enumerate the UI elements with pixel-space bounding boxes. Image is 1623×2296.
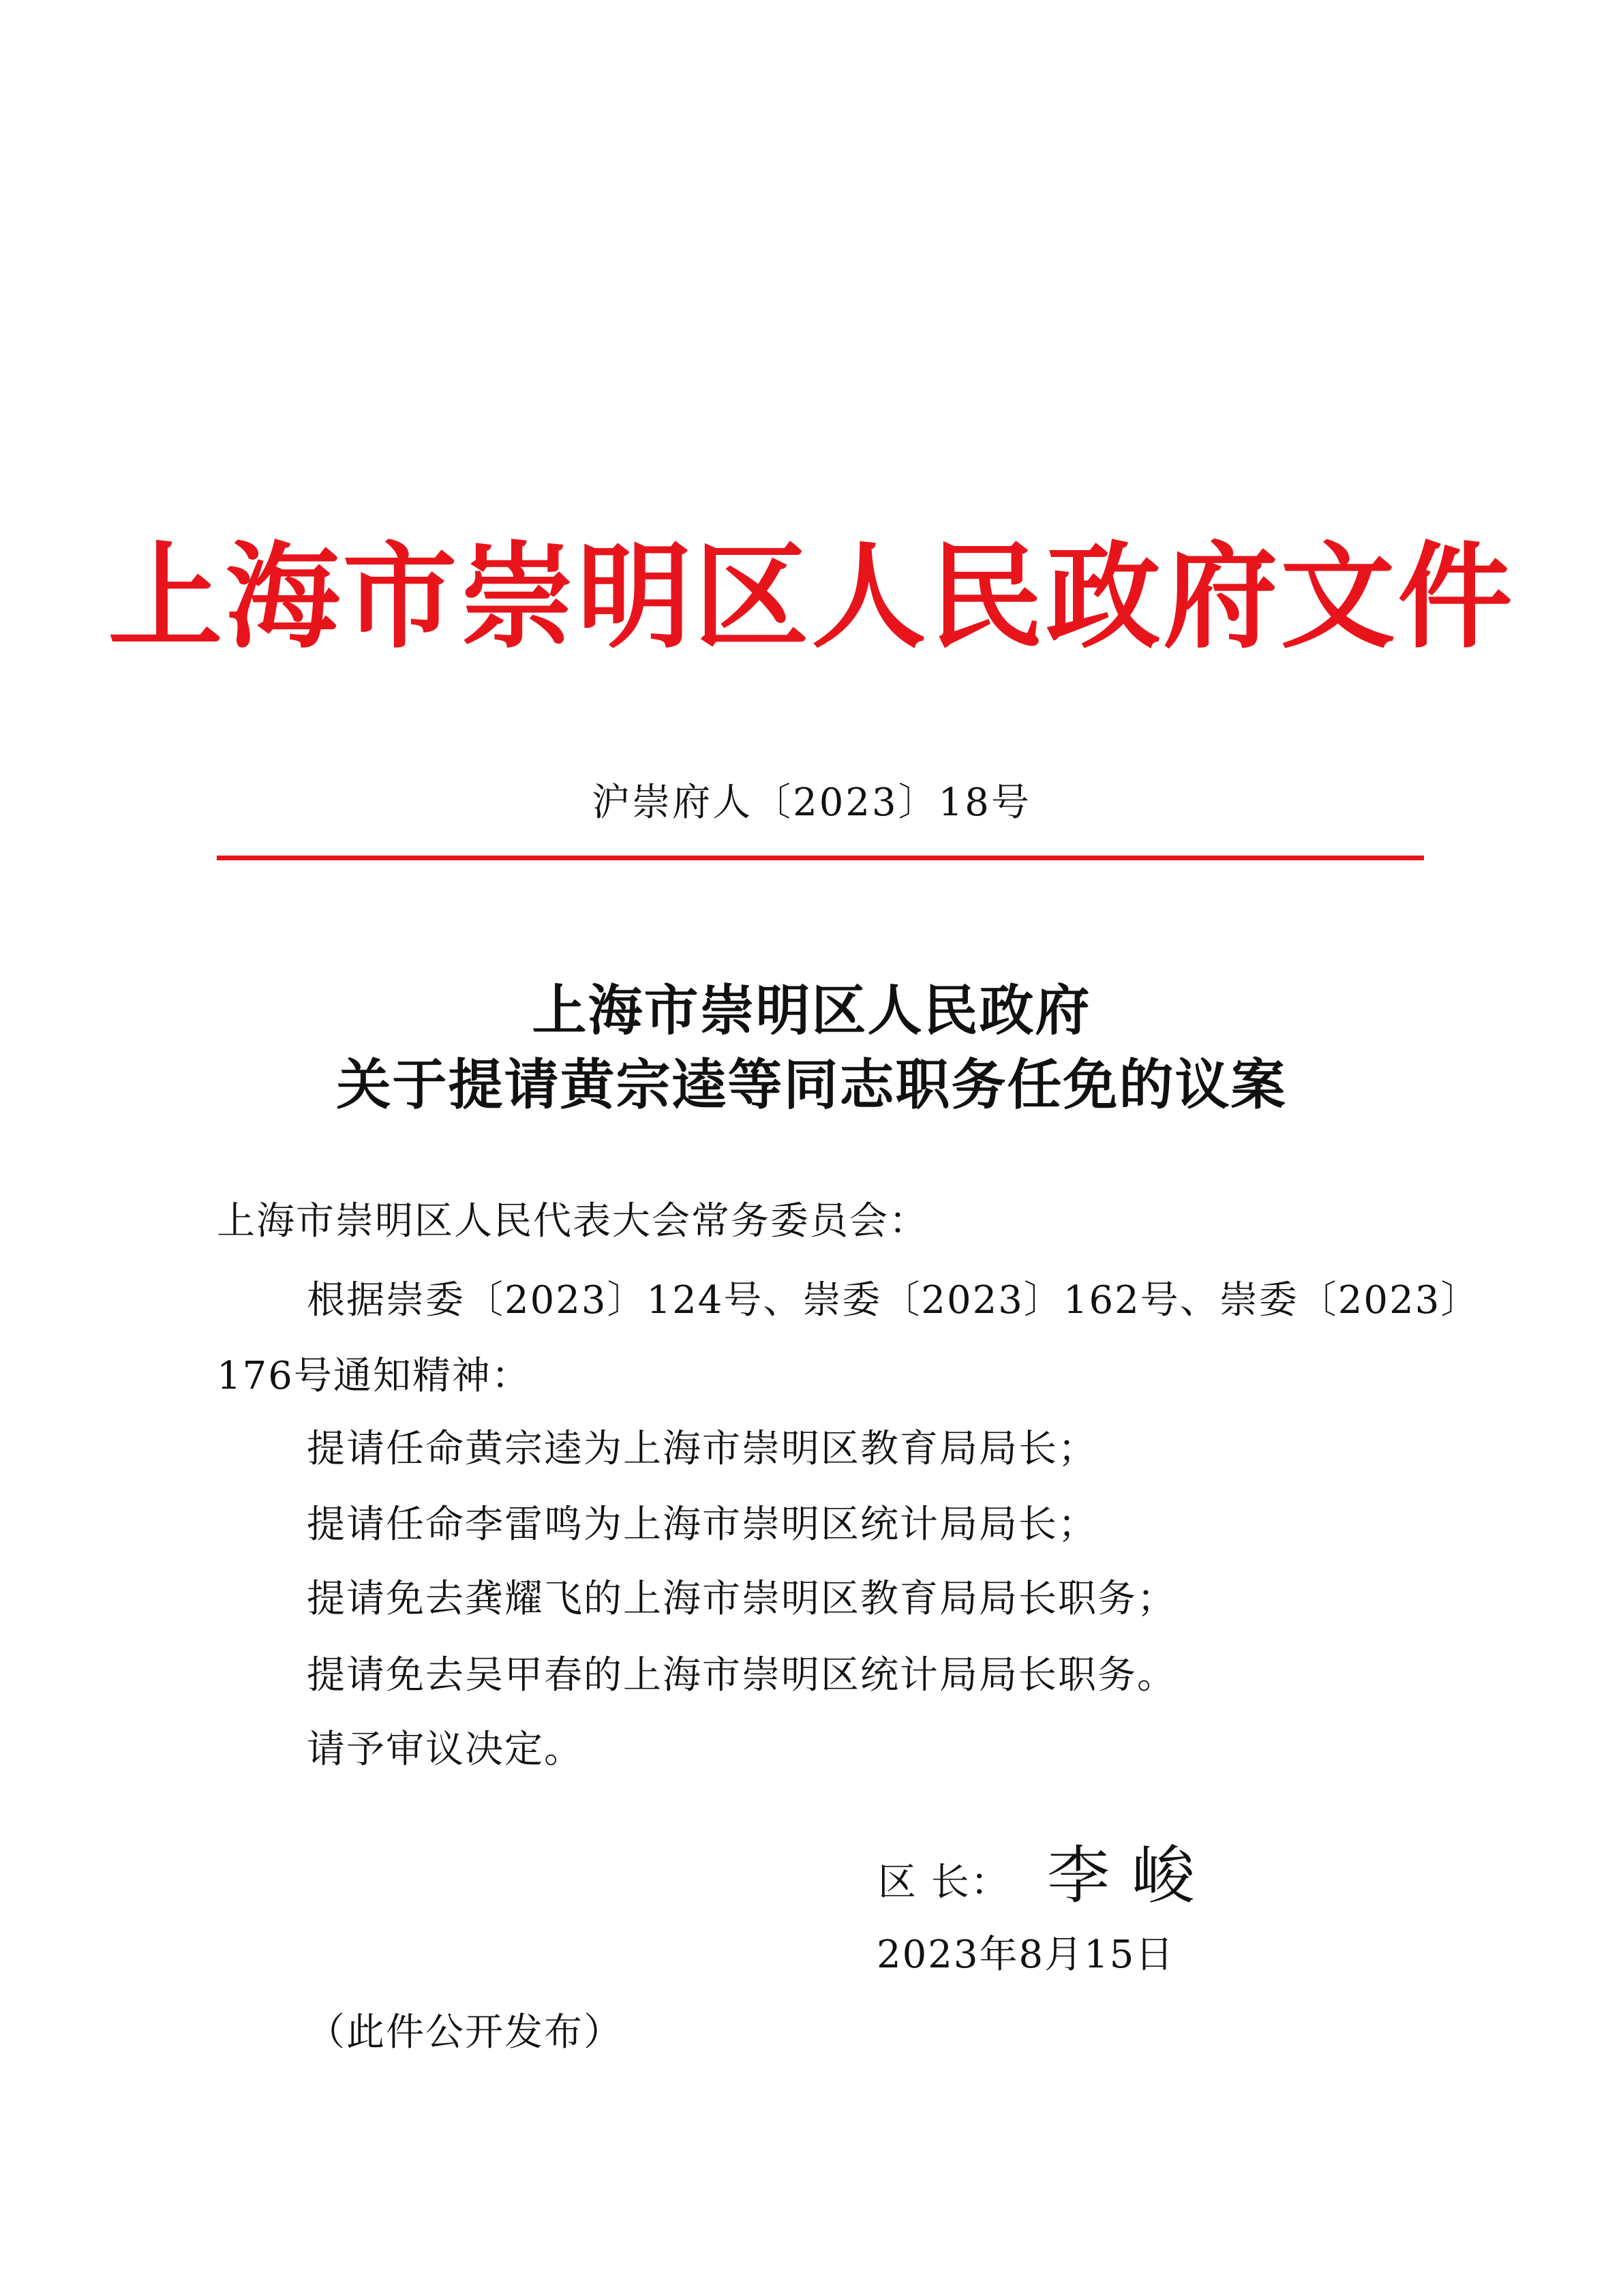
signature-name: 李峻 (1047, 1839, 1217, 1912)
document-header-title: 上海市崇明区人民政府文件 (108, 529, 1515, 664)
proposal-item: 提请免去吴甲春的上海市崇明区统计局局长职务。 (307, 1653, 1177, 1697)
addressee: 上海市崇明区人民代表大会常务委员会： (217, 1199, 928, 1243)
proposal-item: 提请任命李雷鸣为上海市崇明区统计局局长； (307, 1502, 1097, 1547)
closing-request: 请予审议决定。 (307, 1727, 583, 1772)
publication-note: （此件公开发布） (307, 2010, 623, 2055)
proposal-item: 提请任命黄宗逵为上海市崇明区教育局局长； (307, 1427, 1097, 1471)
document-number: 沪崇府人〔2023〕18号 (592, 781, 1031, 825)
issue-date: 2023年8月15日 (877, 1933, 1175, 1977)
body-paragraph-line-1: 根据崇委〔2023〕124号、崇委〔2023〕162号、崇委〔2023〕 (307, 1278, 1481, 1323)
signature-label: 区 长： (878, 1860, 1010, 1905)
red-divider-rule (217, 856, 1424, 860)
document-title-line-1: 上海市崇明区人民政府 (532, 978, 1091, 1042)
document-title-line-2: 关于提请黄宗逵等同志职务任免的议案 (336, 1053, 1287, 1117)
body-paragraph-line-2: 176号通知精神： (217, 1354, 531, 1398)
proposal-item: 提请免去龚耀飞的上海市崇明区教育局局长职务； (307, 1577, 1177, 1621)
